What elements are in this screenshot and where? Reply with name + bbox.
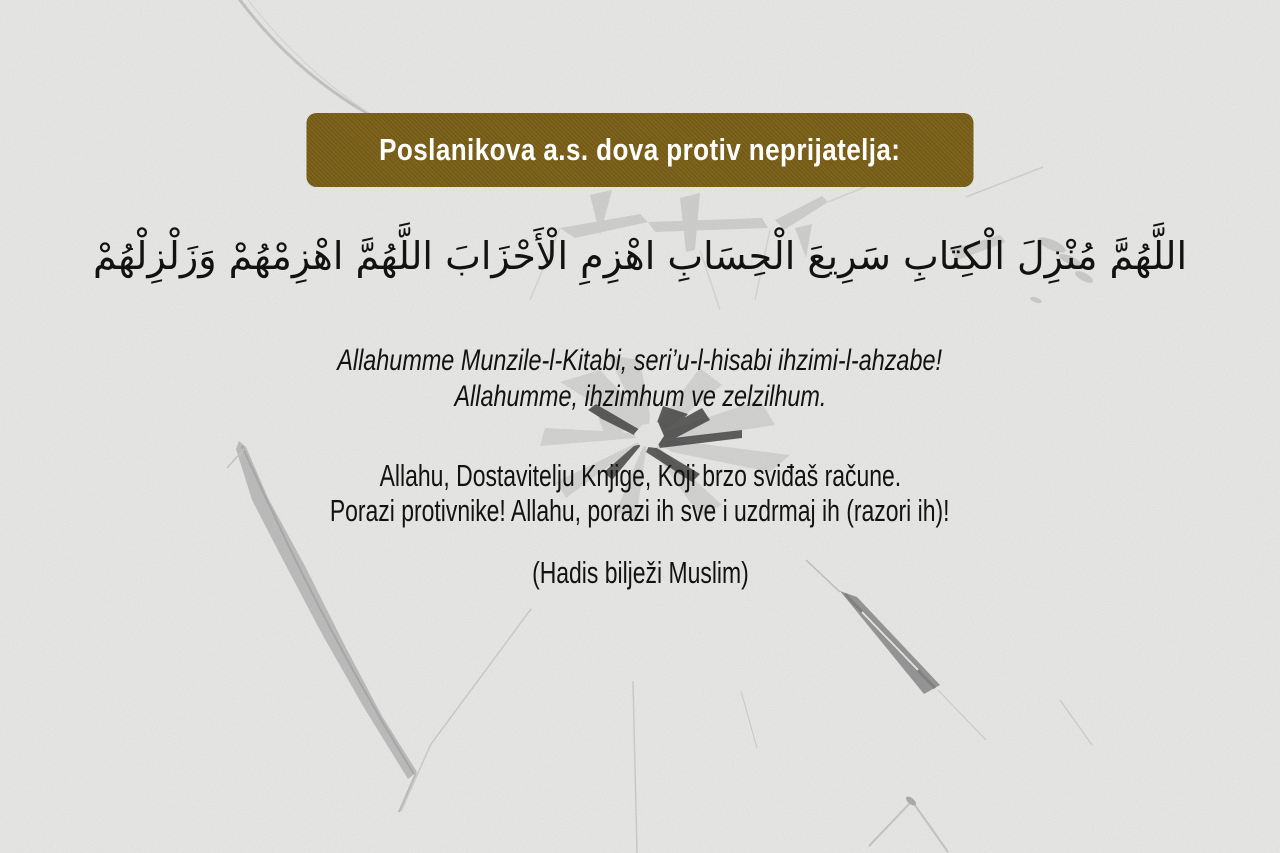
transliteration-line-1: Allahumme Munzile-l-Kitabi, seri’u-l-hisabi ihzimi-l-ahzabe!	[337, 344, 943, 377]
title-text: Poslanikova a.s. dova protiv neprijatelja:	[379, 132, 901, 167]
transliteration-line-2: Allahumme, ihzimhum ve zelzilhum.	[454, 380, 826, 413]
translation-line-1: Allahu, Dostavitelju Knjige, Koji brzo sviđaš račune.	[379, 458, 901, 493]
source-block	[0, 555, 1280, 591]
translation-line-2: Porazi protivnike! Allahu, porazi ih sve i uzdrmaj ih (razori ih)!	[330, 493, 950, 528]
translation-block	[0, 458, 1280, 528]
transliteration-block	[0, 343, 1280, 415]
hadith-source: (Hadis bilježi Muslim)	[531, 555, 749, 590]
title-banner	[307, 113, 974, 187]
arabic-dua-text: اللَّهُمَّ مُنْزِلَ الْكِتَابِ سَرِيعَ الْحِسَابِ اهْزِمِ الْأَحْزَابَ اللَّهُمَّ اهْزِمْهُمْ وَزَلْزِلْهُمْ	[92, 234, 1188, 278]
